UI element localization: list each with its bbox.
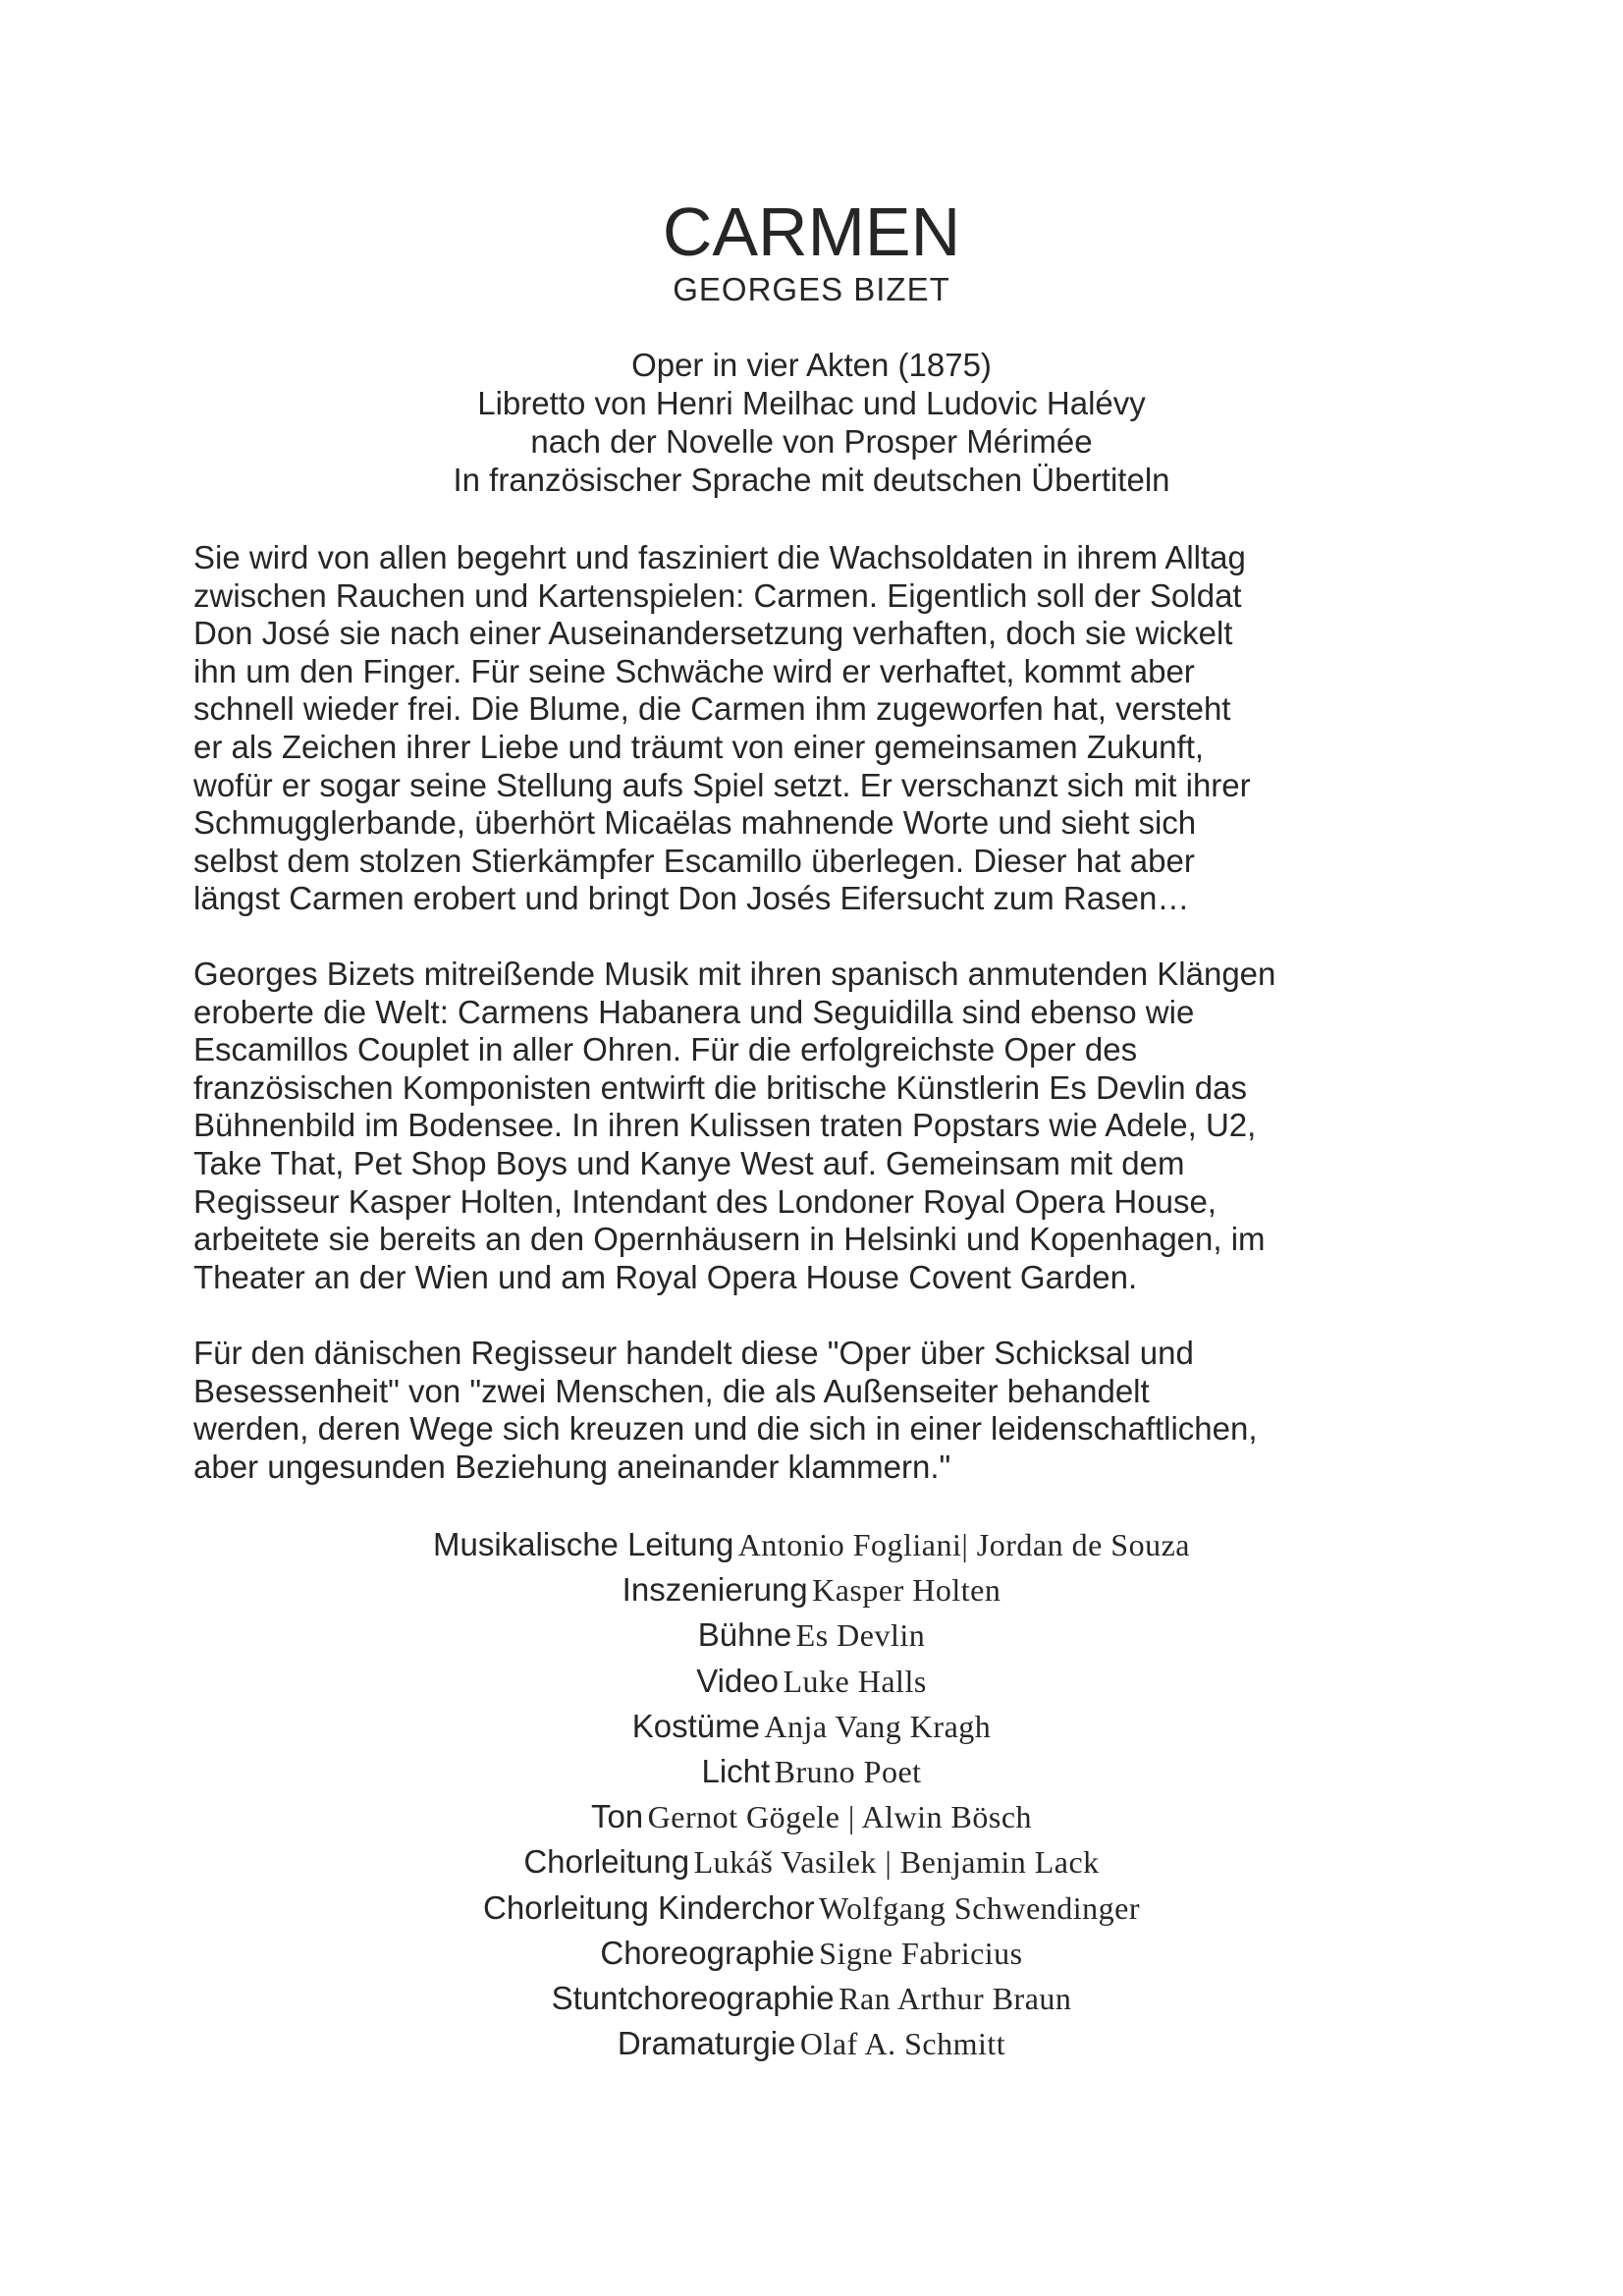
text-line: längst Carmen erobert und bringt Don Josés Eifersucht zum Rasen…	[193, 880, 1190, 917]
credit-name: Antonio Fogliani| Jordan de Souza	[737, 1527, 1190, 1562]
credit-line	[0, 1842, 1623, 1887]
credit-role: Inszenierung	[622, 1571, 808, 1609]
credit-name: Kasper Holten	[812, 1572, 1001, 1609]
text-line: zwischen Rauchen und Kartenspielen: Carmen. Eigentlich soll der Soldat	[193, 576, 1242, 614]
text-line: Take That, Pet Shop Boys und Kanye West auf. Gemeinsam mit dem	[193, 1144, 1185, 1181]
opera-info-line: Oper in vier Akten (1875)	[631, 347, 992, 383]
credit-name: Olaf A. Schmitt	[799, 2026, 1006, 2062]
credit-line	[0, 1934, 1623, 1979]
credit-name: Bruno Poet	[774, 1754, 922, 1790]
text-line: Bühnenbild im Bodensee. In ihren Kulissen traten Popstars wie Adele, U2,	[193, 1107, 1257, 1144]
credit-role: Dramaturgie	[617, 2025, 796, 2062]
credit-line	[0, 1797, 1623, 1842]
text-line: Don José sie nach einer Auseinandersetzung verhaften, doch sie wickelt	[193, 615, 1233, 652]
credit-role: Choreographie	[600, 1934, 815, 1971]
credit-role: Bühne	[697, 1616, 792, 1654]
composer-name: GEORGES BIZET	[673, 271, 950, 307]
text-line: selbst dem stolzen Stierkämpfer Escamillo überlegen. Dieser hat aber	[193, 842, 1195, 879]
credit-line	[0, 1979, 1623, 2024]
text-line: französischen Komponisten entwirft die britische Künstlerin Es Devlin das	[193, 1068, 1248, 1106]
credit-role: Chorleitung Kinderchor	[483, 1888, 815, 1926]
credit-name: Signe Fabricius	[819, 1935, 1023, 1971]
credit-line	[0, 1752, 1623, 1797]
text-line: Schmugglerbande, überhört Micaëlas mahnende Worte und sieht sich	[193, 804, 1197, 842]
credit-name: Gernot Gögele | Alwin Bösch	[647, 1799, 1033, 1835]
opera-info-line: In französischer Sprache mit deutschen Übertiteln	[453, 462, 1170, 498]
credit-name: Es Devlin	[795, 1617, 926, 1654]
text-line: werden, deren Wege sich kreuzen und die sich in einer leidenschaftlichen,	[193, 1410, 1258, 1448]
opera-info-line: Libretto von Henri Meilhac und Ludovic Halévy	[477, 385, 1146, 421]
text-line: Georges Bizets mitreißende Musik mit ihren spanisch anmutenden Klängen	[193, 956, 1276, 992]
credit-role: Musikalische Leitung	[433, 1526, 734, 1562]
credit-name: Wolfgang Schwendinger	[819, 1889, 1140, 1926]
text-line: Regisseur Kasper Holten, Intendant des Londoner Royal Opera House,	[193, 1182, 1217, 1220]
text-line: arbeitete sie bereits an den Opernhäusern in Helsinki und Kopenhagen, im	[193, 1221, 1266, 1258]
credit-line	[0, 1707, 1623, 1752]
text-line: eroberte die Welt: Carmens Habanera und Seguidilla sind ebenso wie	[193, 993, 1195, 1030]
credit-role: Licht	[701, 1753, 771, 1790]
credit-name: Luke Halls	[783, 1663, 927, 1699]
credit-line	[0, 1888, 1623, 1934]
credit-name: Lukáš Vasilek | Benjamin Lack	[693, 1844, 1100, 1881]
credit-role: Ton	[590, 1798, 644, 1835]
text-line: Für den dänischen Regisseur handelt diese "Oper über Schicksal und	[193, 1335, 1194, 1371]
production-paragraph	[193, 956, 1470, 1296]
text-line: Sie wird von allen begehrt und fasziniert die Wachsoldaten in ihrem Alltag	[193, 539, 1246, 575]
text-line: Besessenheit" von "zwei Menschen, die als Außenseiter behandelt	[193, 1372, 1150, 1409]
page-title: CARMEN	[662, 193, 961, 270]
synopsis-paragraph	[193, 539, 1470, 918]
credit-role: Kostüme	[631, 1707, 760, 1744]
text-line: er als Zeichen ihrer Liebe und träumt von einer gemeinsamen Zukunft,	[193, 728, 1205, 765]
text-line: schnell wieder frei. Die Blume, die Carmen ihm zugeworfen hat, versteht	[193, 690, 1231, 728]
credit-name: Ran Arthur Braun	[839, 1981, 1072, 2017]
text-line: aber ungesunden Beziehung aneinander klammern."	[193, 1448, 951, 1485]
credit-role: Chorleitung	[523, 1843, 690, 1881]
credit-line	[0, 1570, 1623, 1615]
opera-info	[0, 346, 1623, 499]
text-line: ihn um den Finger. Für seine Schwäche wird er verhaftet, kommt aber	[193, 652, 1195, 689]
credit-line	[0, 1525, 1623, 1570]
credit-line	[0, 2024, 1623, 2069]
text-line: Theater an der Wien und am Royal Opera House Covent Garden.	[193, 1258, 1138, 1295]
text-line: Escamillos Couplet in aller Ohren. Für die erfolgreichste Oper des	[193, 1031, 1138, 1068]
credit-role: Stuntchoreographie	[551, 1980, 835, 2017]
credit-name: Anja Vang Kragh	[764, 1708, 992, 1744]
director-quote-paragraph	[193, 1335, 1470, 1486]
credit-role: Video	[696, 1662, 780, 1699]
credit-line	[0, 1662, 1623, 1707]
credits-list	[0, 1525, 1623, 2069]
opera-info-line: nach der Novelle von Prosper Mérimée	[530, 423, 1093, 460]
text-line: wofür er sogar seine Stellung aufs Spiel setzt. Er verschanzt sich mit ihrer	[193, 766, 1251, 803]
credit-line	[0, 1615, 1623, 1661]
